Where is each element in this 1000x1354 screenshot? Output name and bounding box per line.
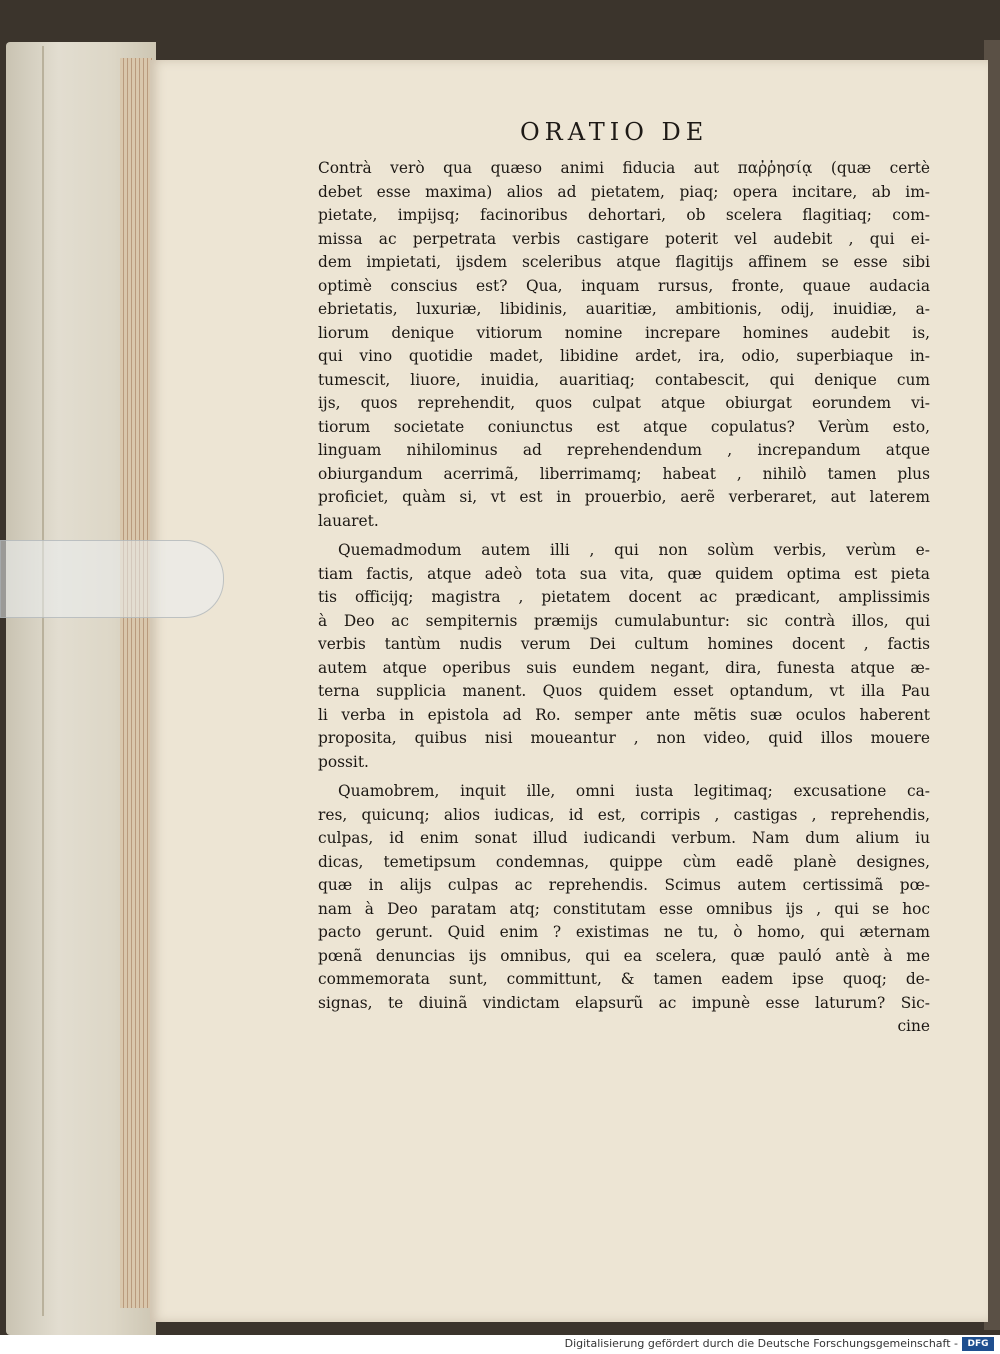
text-line: lauaret. (318, 511, 379, 530)
text-line: quæ in alijs culpas ac reprehendis. Scimus autem certissimã pœ- (318, 876, 930, 894)
text-line: qui vino quotidie madet, libidine ardet, ira, odio, superbiaque in- (318, 347, 930, 365)
binding-fold (42, 46, 44, 1316)
text-line: Quemadmodum autem illi , qui non solùm verbis, verùm e- (338, 541, 930, 559)
text-block (318, 157, 930, 1039)
text-line: proposita, quibus nisi moueantur , non video, quid illos mouere (318, 729, 930, 747)
page-edges (120, 58, 152, 1308)
text-line: nam à Deo paratam atq; constitutam esse omnibus ijs , qui se hoc (318, 899, 930, 918)
catchword: cine (897, 1017, 930, 1035)
text-line: linguam nihilominus ad reprehendendum , increpandum atque (318, 441, 930, 459)
text-line: li verba in epistola ad Ro. semper ante mẽtis suæ oculos haberent (318, 705, 930, 724)
text-line: obiurgandum acerrimã, liberrimamq; habeat , nihilò tamen plus (318, 464, 930, 483)
funding-notice: Digitalisierung gefördert durch die Deutsche Forschungsgemeinschaft - (564, 1337, 958, 1350)
text-line: Contrà verò qua quæso animi fiducia aut παῤῥησίᾳ (quæ certè (318, 159, 930, 177)
text-line: à Deo ac sempiternis præmijs cumulabuntur: sic contrà illos, qui (318, 611, 930, 630)
text-line: verbis tantùm nudis verum Dei cultum homines docent , factis (318, 635, 930, 653)
text-line: missa ac perpetrata verbis castigare poterit vel audebit , qui ei- (318, 229, 930, 248)
text-line: tiorum societate coniunctus est atque copulatus? Verùm esto, (318, 417, 930, 436)
text-line: culpas, id enim sonat illud iudicandi verbum. Nam dum alium iu (318, 829, 930, 847)
text-line: res, quicunq; alios iudicas, id est, corripis , castigas , reprehendis, (318, 805, 930, 824)
text-line: ijs, quos reprehendit, quos culpat atque obiurgat eorundem vi- (318, 394, 930, 412)
text-line: tumescit, liuore, inuidia, auaritiaq; contabescit, qui denique cum (318, 370, 930, 389)
dfg-logo[interactable]: DFG (962, 1337, 994, 1351)
text-line: optimè conscius est? Qua, inquam rursus, fronte, quaue audacia (318, 276, 930, 295)
text-line: pietate, impijsq; facinoribus dehortari, ob scelera flagitiaq; com- (318, 206, 930, 224)
text-line: possit. (318, 752, 369, 771)
text-line: ebrietatis, luxuriæ, libidinis, auaritiæ, ambitionis, odij, inuidiæ, a- (318, 300, 930, 318)
running-head: ORATIO DE (520, 118, 709, 146)
text-line: pacto gerunt. Quid enim ? existimas ne tu, ò homo, qui æternam (318, 923, 930, 941)
text-line: dem impietati, ijsdem sceleribus atque flagitijs affinem se esse sibi (318, 253, 930, 271)
text-line: terna supplicia manent. Quos quidem esset optandum, vt illa Pau (318, 682, 930, 700)
plastic-page-holder (0, 540, 224, 618)
text-line: tiam factis, atque adeò tota sua vita, quæ quidem optima est pieta (318, 564, 930, 583)
text-line: dicas, temetipsum condemnas, quippe cùm eadẽ planè designes, (318, 852, 930, 871)
text-line: debet esse maxima) alios ad pietatem, piaq; opera incitare, ab im- (318, 182, 930, 201)
text-line: proficiet, quàm si, vt est in prouerbio, aerẽ verberaret, aut laterem (318, 488, 930, 506)
text-line: signas, te diuinã vindictam elapsurũ ac impunè esse laturum? Sic- (318, 993, 930, 1012)
text-line: liorum denique vitiorum nomine increpare homines audebit is, (318, 323, 930, 342)
text-line: commemorata sunt, committunt, & tamen eadem ipse quoq; de- (318, 970, 930, 988)
footer-banner (0, 1335, 1000, 1354)
text-line: Quamobrem, inquit ille, omni iusta legitimaq; excusatione ca- (338, 782, 930, 800)
text-line: pœnã denuncias ijs omnibus, qui ea scelera, quæ pauló antè à me (318, 946, 930, 965)
text-line: tis officijq; magistra , pietatem docent ac prædicant, amplissimis (318, 588, 930, 606)
text-line: autem atque operibus suis eundem negant, dira, funesta atque æ- (318, 658, 930, 677)
